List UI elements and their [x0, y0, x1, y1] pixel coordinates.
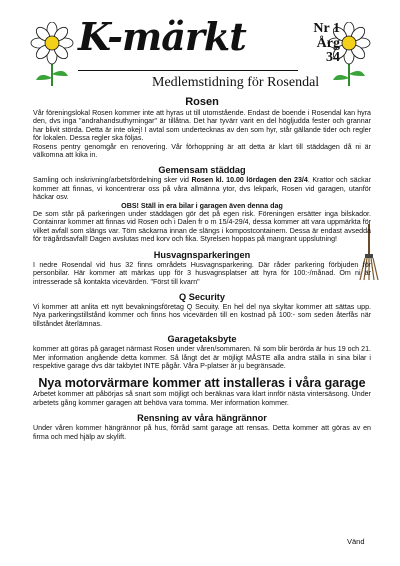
stadday-text: Samling och inskrivning/arbetsfördelning sker vid	[33, 176, 192, 185]
section-heading-stadday: Gemensam städdag	[158, 165, 246, 176]
article-column	[33, 96, 371, 441]
section-heading-rensning: Rensning av våra hängrännor	[137, 413, 267, 424]
masthead-title: K-märkt	[78, 14, 246, 59]
section-heading-rosen: Rosen	[185, 96, 219, 108]
masthead-subtitle: Medlemstidning för Rosendal	[152, 75, 320, 90]
security-paragraph: Vi kommer att anlita ett nytt bevakningsföretag Q Secuity. En hel del nya skyltar kommer att sättas upp. Nya parkeringstillstånd kommer och finns hos vicevärden till en kostnad på 100:- som seden återfås när tillståndet återlämnas.	[33, 302, 371, 328]
turn-page-label: Vänd	[347, 537, 365, 546]
issue-number: Nr 1	[313, 21, 340, 36]
section-heading-motor: Nya motorvärmare kommer att installeras i våra garage	[38, 376, 366, 391]
section-heading-security: Q Security	[179, 291, 225, 302]
daisy-icon	[30, 22, 74, 88]
husvagn-paragraph: I nedre Rosendal vid hus 32 finns områdets Husvagnsparkering. Där råder parkering förbjuden för personbilar. Här kommer att märkas upp för 3 husvagnsplatser att hyra för 100:-/månad. Om ni är intresserade så kontakta vicevärden. "Först till kvarn"	[33, 260, 371, 286]
stadday-paragraph-1	[33, 176, 371, 201]
section-heading-garage: Garagetaksbyte	[167, 334, 237, 345]
stadday-text-cont: . Krattor och säckar kommer att finnas, vi koncentrerar oss på våra allmänna ytor, dvs lekpark, Rosen vid garagen, utanför häckar osv.	[33, 176, 371, 202]
rosen-paragraph-2: Rosens pentry genomgår en renovering. Vår förhoppning är att detta är klart till städdagen då ni är välkomna att kika in.	[33, 142, 371, 160]
issue-year: Årg 34	[316, 35, 340, 66]
masthead-rule	[78, 70, 298, 71]
garage-paragraph: kommer att göras på garaget närmast Rosen under våren/sommaren. Ni som blir berörda är hus 19 och 21. Mer information angående detta kommer. Så långt det är möjligt MÅSTE alla andra ställa in sina bilar i respektive garage dvs där takbytet INTE pågår. Våra P-platser är ju begränsade.	[33, 345, 371, 370]
motor-paragraph: Arbetet kommer att påbörjas så snart som möjligt och beräknas vara klart innför nästa vintersäsong. Under arbetets gång kommer garagen att behöva vara tomma. Mer information kommer.	[33, 390, 371, 407]
section-heading-husvagn: Husvagnsparkeringen	[153, 249, 251, 260]
issue-info	[300, 22, 340, 66]
stadday-paragraph-2: De som står på parkeringen under städdagen gör det på egen risk. Föreningen ersätter inga bilskador. Containrar kommer att finnas vid Rosen och i Dalen fr o m 15/4-29/4, dessa kommer att vara uppmärkta för vilket avfall som slängs var. Töm säckarna innan de slängs i kompostcontainern. Dessa är endast avsedda för trägårdsavfall! Dagen avslutas med korv och fika. Styrelsen hoppas på mangrant uppslutning!	[33, 210, 371, 244]
stadday-notice: OBS! Ställ in era bilar i garagen även denna dag	[121, 201, 283, 210]
rosen-paragraph-1: Vår föreningslokal Rosen kommer inte att hyras ut till utomstående. Endast de boende i Rosendal kan hyra den, dvs inga "andrahandsuthyrningar" är tillåtna. Det har tyvärr varit en del högljudda fester och grannar har blivit störda. Detta är inte okej! I avtal som undertecknas av den som hyr, står gällande tider och regler för lokalen. Dessa regler ska följas.	[33, 109, 371, 143]
rensning-paragraph: Under våren kommer hängrännor på hus, förråd samt garage att rensas. Detta kommer att göras av en firma och med hjälp av skylift.	[33, 424, 371, 441]
stadday-date: Rosen kl. 10.00 lördagen den 23/4	[191, 176, 308, 185]
